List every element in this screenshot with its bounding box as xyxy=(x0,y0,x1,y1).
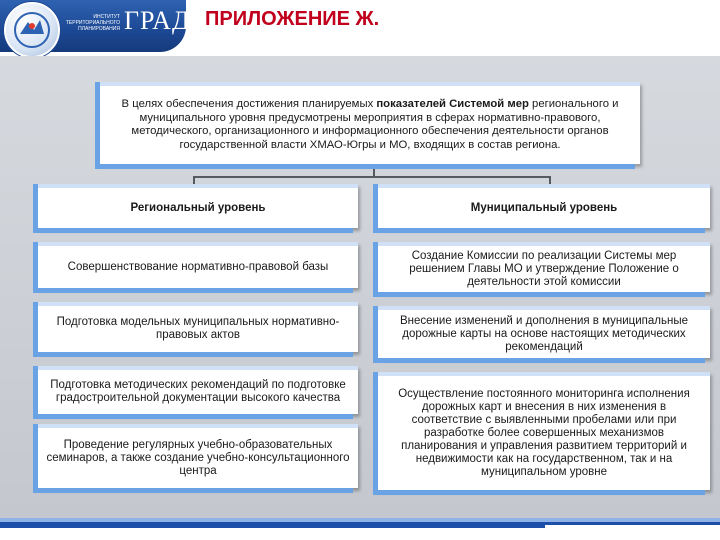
municipal-item: Внесение изменений и дополнения в муниципальные дорожные карты на основе настоящих методических рекомендаций xyxy=(378,306,710,358)
regional-item: Совершенствование нормативно-правовой базы xyxy=(38,242,358,288)
institute-text: ИНСТИТУТ ТЕРРИТОРИАЛЬНОГО ПЛАНИРОВАНИЯ xyxy=(65,14,120,32)
municipal-item: Создание Комиссии по реализации Системы мер решением Главы МО и утверждение Положение о деятельности этой комиссии xyxy=(378,242,710,292)
logo-panel xyxy=(0,0,191,52)
brand-name: ГРАД xyxy=(124,6,191,35)
regional-item: Подготовка модельных муниципальных нормативно-правовых актов xyxy=(38,302,358,352)
footer-stripe xyxy=(0,522,545,528)
connector-right xyxy=(549,176,551,184)
footer-bar xyxy=(0,522,720,540)
intro-box xyxy=(100,82,640,164)
regional-item: Проведение регулярных учебно-образовательных семинаров, а также создание учебно-консультационного центра xyxy=(38,424,358,488)
connector-branch xyxy=(193,176,551,178)
connector-left xyxy=(193,176,195,184)
logo-emblem-icon xyxy=(4,2,60,58)
footer-stripe-thin xyxy=(545,522,720,525)
intro-emphasis: показателей Системой мер xyxy=(376,98,529,110)
page-title: ПРИЛОЖЕНИЕ Ж. xyxy=(205,8,380,30)
municipal-item: Осуществление постоянного мониторинга исполнения дорожных карт и внесения в них изменения в соответствие с выявленными пробелами или при разработке более совершенных механизмов планирования и управления развитием территорий и недвижимости как на государственном, так и на муниципальном уровне xyxy=(378,372,710,490)
header xyxy=(0,0,720,56)
regional-item: Подготовка методических рекомендаций по подготовке градостроительной документации высокого качества xyxy=(38,366,358,414)
municipal-level-heading: Муниципальный уровень xyxy=(378,184,710,228)
intro-text: В целях обеспечения достижения планируемых показателей Системой мер регионального и муниципального уровня предусмотрены мероприятия в сферах нормативно-правового, методического, организационного и информационного обеспечения деятельности органов государственной власти ХМАО-Югры и МО, входящих в состав региона. xyxy=(121,98,619,151)
regional-level-heading: Региональный уровень xyxy=(38,184,358,228)
